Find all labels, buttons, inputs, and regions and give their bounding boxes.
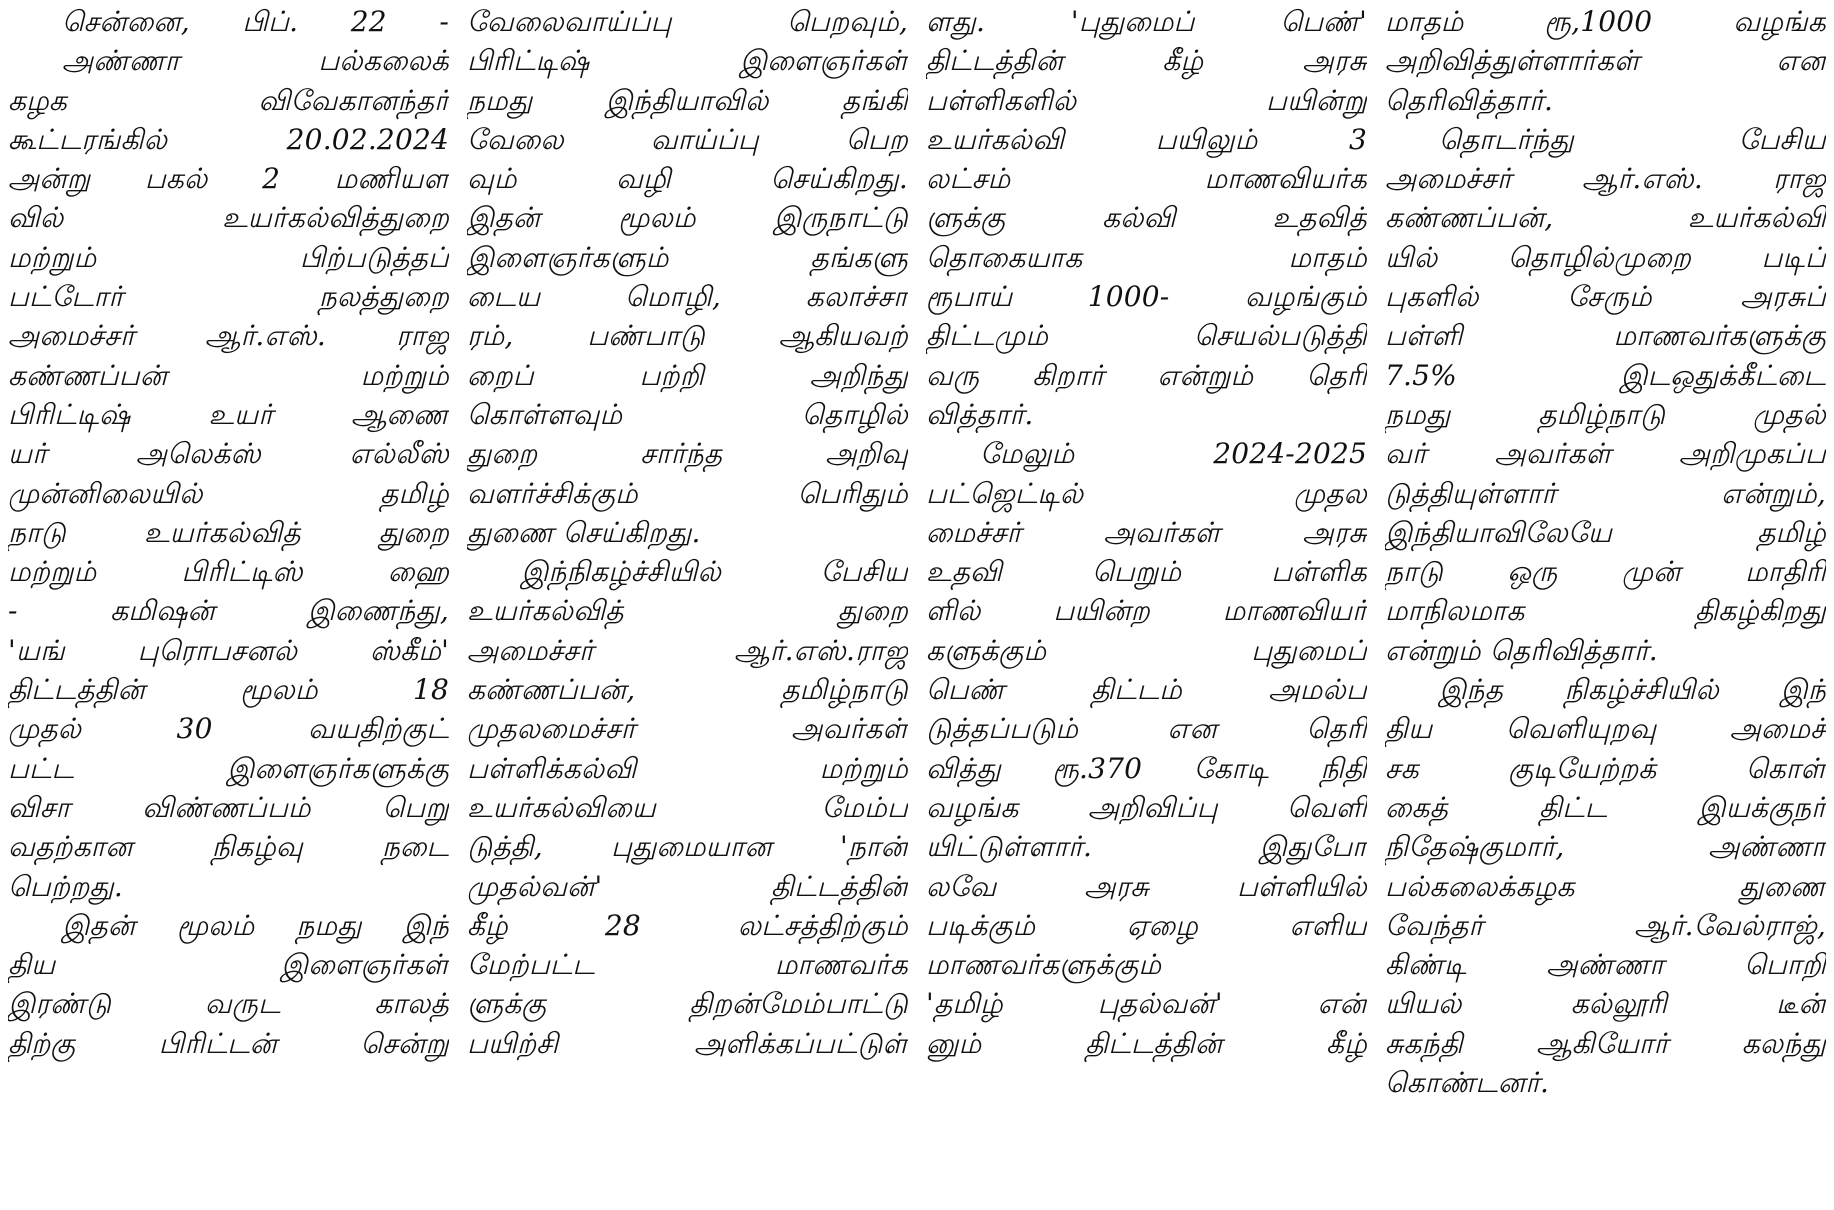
article-text-line: தொகையாக மாதம்: [926, 240, 1367, 274]
article-text-line: வித்தார்.: [926, 397, 1034, 431]
article-text-line: புகளில் சேரும் அரசுப்: [1385, 280, 1826, 314]
article-text-line: சுகந்தி ஆகியோர் கலந்து: [1385, 1026, 1826, 1060]
article-column-1: [8, 0, 449, 1210]
article-text-line: சக குடியேற்றக் கொள்: [1385, 751, 1826, 785]
article-text-line: கீழ் 28 லட்சத்திற்கும்: [467, 908, 908, 942]
article-text-line: பள்ளிகளில் பயின்று: [926, 83, 1367, 117]
article-text-line: அமைச்சர் ஆர்.எஸ். ராஜ: [8, 319, 449, 353]
article-text-line: நிதேஷ்குமார், அண்ணா: [1385, 830, 1826, 864]
article-text-line: லவே அரசு பள்ளியில்: [926, 869, 1367, 903]
article-text-line: என்றும் தெரிவித்தார்.: [1385, 633, 1658, 667]
article-text-line: இந்தியாவிலேயே தமிழ்: [1385, 515, 1826, 549]
article-text-line: இதன் மூலம் நமது இந்: [62, 908, 449, 942]
article-text-line: - கமிஷன் இணைந்து,: [8, 594, 449, 628]
article-column-3: [926, 0, 1367, 1210]
article-text-line: லட்சம் மாணவியர்க: [926, 162, 1367, 196]
article-text-line: துறை சார்ந்த அறிவு: [467, 437, 908, 471]
article-text-line: மாதம் ரூ,1000 வழங்க: [1385, 5, 1826, 38]
article-text-line: தெரிவித்தார்.: [1385, 83, 1554, 117]
article-text-line: பல்கலைக்கழக துணை: [1385, 869, 1826, 903]
article-text-line: திட்டத்தின் மூலம் 18: [8, 673, 449, 707]
article-text-line: ளுக்கு கல்வி உதவித்: [926, 201, 1367, 235]
article-text-line: டுத்தி, புதுமையான 'நான்: [467, 830, 908, 864]
article-text-line: வளர்ச்சிக்கும் பெரிதும்: [467, 476, 908, 510]
article-text-line: தொடர்ந்து பேசிய: [1439, 122, 1826, 156]
article-text-line: வில் உயர்கல்வித்துறை: [8, 201, 449, 235]
article-text-line: உயர்கல்வியை மேம்ப: [467, 790, 908, 824]
article-text-line: இந்நிகழ்ச்சியில் பேசிய: [521, 555, 908, 589]
article-text-line: அறிவித்துள்ளார்கள் என: [1385, 44, 1826, 78]
article-text-line: மாநிலமாக திகழ்கிறது: [1385, 594, 1826, 628]
article-text-line: உயர்கல்வி பயிலும் 3: [926, 122, 1367, 156]
article-text-line: கண்ணப்பன் மற்றும்: [8, 358, 449, 392]
article-text-line: உயர்கல்வித் துறை: [467, 594, 908, 628]
article-column-2: [467, 0, 908, 1210]
article-text-line: றைப் பற்றி அறிந்து: [467, 358, 908, 392]
article-text-line: பெற்றது.: [8, 869, 123, 903]
article-text-line: இளைஞர்களும் தங்களு: [467, 240, 908, 274]
article-text-line: வர் அவர்கள் அறிமுகப்ப: [1385, 437, 1826, 471]
article-text-line: அண்ணா பல்கலைக்: [62, 44, 449, 78]
article-text-line: நாடு உயர்கல்வித் துறை: [8, 515, 449, 549]
article-text-line: படிக்கும் ஏழை எளிய: [926, 908, 1367, 942]
article-text-line: வழங்க அறிவிப்பு வெளி: [926, 790, 1367, 824]
article-text-line: சென்னை, பிப். 22 -: [62, 5, 449, 38]
article-text-line: வித்து ரூ.370 கோடி நிதி: [926, 751, 1367, 785]
article-text-line: இரண்டு வருட காலத்: [8, 987, 449, 1021]
article-text-line: முதலமைச்சர் அவர்கள்: [467, 712, 908, 746]
article-text-line: கைத் திட்ட இயக்குநர்: [1385, 790, 1826, 824]
article-text-line: முதல்வன்' திட்டத்தின்: [467, 869, 908, 903]
article-text-line: உதவி பெறும் பள்ளிக: [926, 555, 1367, 589]
article-text-line: இந்த நிகழ்ச்சியில் இந்: [1439, 673, 1826, 707]
article-text-line: நமது தமிழ்நாடு முதல்: [1385, 397, 1826, 431]
article-text-line: திய இளைஞர்கள்: [8, 948, 449, 982]
article-text-line: கண்ணப்பன், உயர்கல்வி: [1385, 201, 1826, 235]
article-text-line: பெண் திட்டம் அமல்ப: [926, 673, 1367, 707]
article-text-line: திற்கு பிரிட்டன் சென்று: [8, 1026, 449, 1060]
article-text-line: திட்டமும் செயல்படுத்தி: [926, 319, 1367, 353]
article-text-line: கூட்டரங்கில் 20.02.2024: [8, 122, 449, 156]
article-text-line: நமது இந்தியாவில் தங்கி: [467, 83, 908, 117]
article-text-line: வும் வழி செய்கிறது.: [467, 162, 908, 196]
article-text-line: கண்ணப்பன், தமிழ்நாடு: [467, 673, 908, 707]
article-text-line: பள்ளி மாணவர்களுக்கு: [1385, 319, 1826, 353]
article-text-line: வதற்கான நிகழ்வு நடை: [8, 830, 449, 864]
article-text-line: பிரிட்டிஷ் இளைஞர்கள்: [467, 44, 908, 78]
article-text-line: யர் அலெக்ஸ் எல்லீஸ்: [8, 437, 449, 471]
article-text-line: னும் திட்டத்தின் கீழ்: [926, 1026, 1367, 1060]
article-text-line: டுத்தியுள்ளார் என்றும்,: [1385, 476, 1826, 510]
article-text-line: பட்ஜெட்டில் முதல: [926, 476, 1367, 510]
article-text-line: 7.5% இடஒதுக்கீட்டை: [1385, 358, 1826, 392]
article-text-line: கிண்டி அண்ணா பொறி: [1385, 948, 1826, 982]
article-text-line: மைச்சர் அவர்கள் அரசு: [926, 515, 1367, 549]
article-text-line: ளுக்கு திறன்மேம்பாட்டு: [467, 987, 908, 1021]
article-text-line: பள்ளிக்கல்வி மற்றும்: [467, 751, 908, 785]
article-text-line: வேலை வாய்ப்பு பெற: [467, 122, 908, 156]
article-text-line: வேந்தர் ஆர்.வேல்ராஜ்,: [1385, 908, 1826, 942]
article-text-line: பட்ட இளைஞர்களுக்கு: [8, 751, 449, 785]
article-text-line: 'தமிழ் புதல்வன்' என்: [926, 987, 1367, 1021]
article-text-line: திய வெளியுறவு அமைச்: [1385, 712, 1826, 746]
article-text-line: ரம், பண்பாடு ஆகியவற்: [467, 319, 908, 353]
article-text-line: கொண்டனர்.: [1385, 1066, 1550, 1100]
article-text-line: இதன் மூலம் இருநாட்டு: [467, 201, 908, 235]
article-text-line: டுத்தப்படும் என தெரி: [926, 712, 1367, 746]
article-text-line: ரூபாய் 1000- வழங்கும்: [926, 280, 1367, 314]
article-text-line: பட்டோர் நலத்துறை: [8, 280, 449, 314]
article-text-line: மற்றும் பிற்படுத்தப்: [8, 240, 449, 274]
article-text-line: கொள்ளவும் தொழில்: [467, 397, 908, 431]
article-text-line: அமைச்சர் ஆர்.எஸ். ராஜ: [1385, 162, 1826, 196]
article-text-line: முதல் 30 வயதிற்குட்: [8, 712, 449, 746]
article-column-4: [1385, 0, 1826, 1210]
article-text-line: அமைச்சர் ஆர்.எஸ்.ராஜ: [467, 633, 908, 667]
article-text-line: வரு கிறார் என்றும் தெரி: [926, 358, 1367, 392]
article-text-line: ளது. 'புதுமைப் பெண்': [926, 5, 1367, 38]
article-text-line: ளில் பயின்ற மாணவியர்: [926, 594, 1367, 628]
article-text-line: யிட்டுள்ளார். இதுபோ: [926, 830, 1367, 864]
article-text-line: பிரிட்டிஷ் உயர் ஆணை: [8, 397, 449, 431]
article-text-line: துணை செய்கிறது.: [467, 515, 701, 549]
article-text-line: அன்று பகல் 2 மணியள: [8, 162, 449, 196]
article-text-line: திட்டத்தின் கீழ் அரசு: [926, 44, 1367, 78]
article-text-line: யில் தொழில்முறை படிப்: [1385, 240, 1826, 274]
article-text-line: வேலைவாய்ப்பு பெறவும்,: [467, 5, 908, 38]
article-text-line: யியல் கல்லூரி டீன்: [1385, 987, 1826, 1021]
article-text-line: விசா விண்ணப்பம் பெறு: [8, 790, 449, 824]
article-text-line: முன்னிலையில் தமிழ்: [8, 476, 449, 510]
article-text-line: பயிற்சி அளிக்கப்பட்டுள்: [467, 1026, 908, 1060]
article-text-line: மற்றும் பிரிட்டிஸ் ஹை: [8, 555, 449, 589]
article-text-line: களுக்கும் புதுமைப்: [926, 633, 1367, 667]
article-text-line: மேலும் 2024-2025: [980, 437, 1367, 471]
article-text-line: கழக விவேகானந்தர்: [8, 83, 449, 117]
article-text-line: டைய மொழி, கலாச்சா: [467, 280, 908, 314]
article-text-line: மேற்பட்ட மாணவர்க: [467, 948, 908, 982]
article-text-line: நாடு ஒரு முன் மாதிரி: [1385, 555, 1826, 589]
article-text-line: மாணவர்களுக்கும்: [926, 948, 1162, 982]
article-text-line: 'யங் புரொபசனல் ஸ்கீம்': [8, 633, 449, 667]
